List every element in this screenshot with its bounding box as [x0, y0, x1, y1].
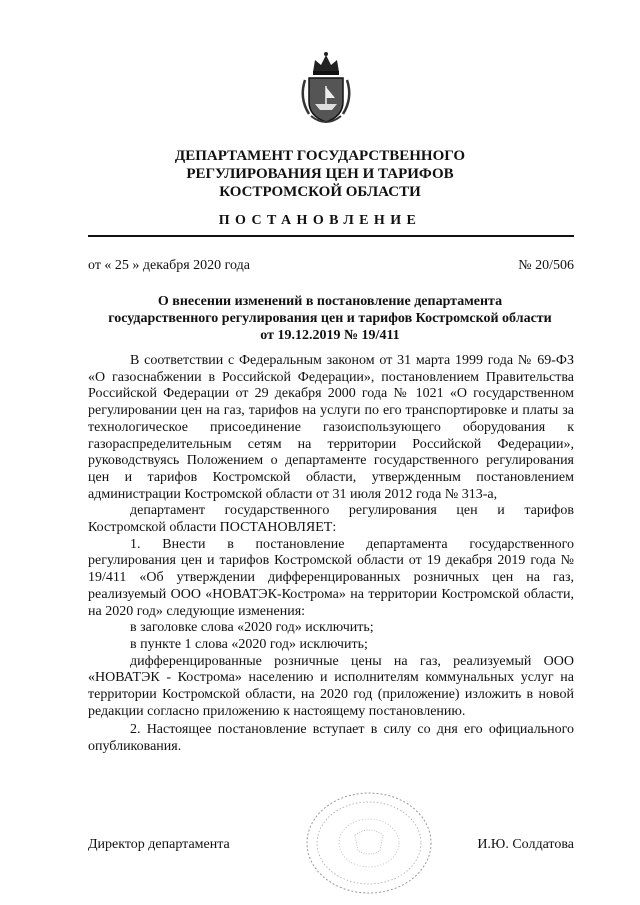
document-number: № 20/506 — [518, 258, 574, 273]
document-body — [88, 353, 574, 756]
subject-line: государственного регулирования цен и тарифов Костромской области — [108, 311, 552, 326]
document-subject — [80, 293, 580, 344]
department-line: ДЕПАРТАМЕНТ ГОСУДАРСТВЕННОГО — [174, 148, 466, 164]
body-paragraph: 1. Внести в постановление департамента государственного регулирования цен и тарифов Костромской области от 19 декабря 2019 года № 19/411 «Об утверждении дифференцированных розничных цен на газ, реализуемый ООО «НОВАТЭК-Кострома» на территории Костромской области, на 2020 год» следующие изменения: — [88, 536, 574, 619]
body-paragraph: департамент государственного регулирования цен и тарифов Костромской области ПОСТАНОВЛЯЕТ: — [88, 503, 574, 536]
body-paragraph: 2. Настоящее постановление вступает в силу со дня его официального опубликования. — [88, 722, 574, 755]
department-line: РЕГУЛИРОВАНИЯ ЦЕН И ТАРИФОВ — [186, 166, 454, 182]
signer-name: И.Ю. Солдатова — [477, 837, 574, 852]
signer-position: Директор департамента — [88, 837, 230, 852]
department-line: КОСТРОМСКОЙ ОБЛАСТИ — [219, 184, 421, 200]
subject-line: от 19.12.2019 № 19/411 — [260, 328, 400, 343]
document-type: ПОСТАНОВЛЕНИЕ — [218, 213, 422, 228]
body-paragraph: в заголовке слова «2020 год» исключить; — [130, 620, 374, 636]
department-name — [0, 147, 640, 201]
kostroma-coat-of-arms-icon — [297, 50, 355, 126]
body-paragraph: дифференцированные розничные цены на газ, реализуемый ООО «НОВАТЭК - Кострома» населению и исполнителям коммунальных услуг на территории Костромской области, на 2020 год (приложение) изложить в новой редакции согласно приложению к настоящему постановлению. — [88, 653, 574, 719]
header-divider — [88, 235, 574, 237]
document-date: от « 25 » декабря 2020 года — [88, 258, 250, 273]
body-paragraph: в пункте 1 слова «2020 год» исключить; — [130, 636, 368, 652]
subject-line: О внесении изменений в постановление департамента — [157, 294, 503, 309]
round-seal-stamp-icon — [300, 785, 438, 895]
body-paragraph: В соответствии с Федеральным законом от 31 марта 1999 года № 69-ФЗ «О газоснабжении в Российской Федерации», постановлением Правительства Российской Федерации от 29 декабря 2000 года № 1021 «О государственном регулировании цен на газ, тарифов на услуги по его транспортировке и платы за технологическое присоединение газоиспользующего оборудования к газораспределительным сетям на территории Российской Федерации», руководствуясь Положением о департаменте государственного регулирования цен и тарифов Костромской области, утвержденным постановлением администрации Костромской области от 31 июля 2012 года № 313-а, — [88, 353, 574, 502]
